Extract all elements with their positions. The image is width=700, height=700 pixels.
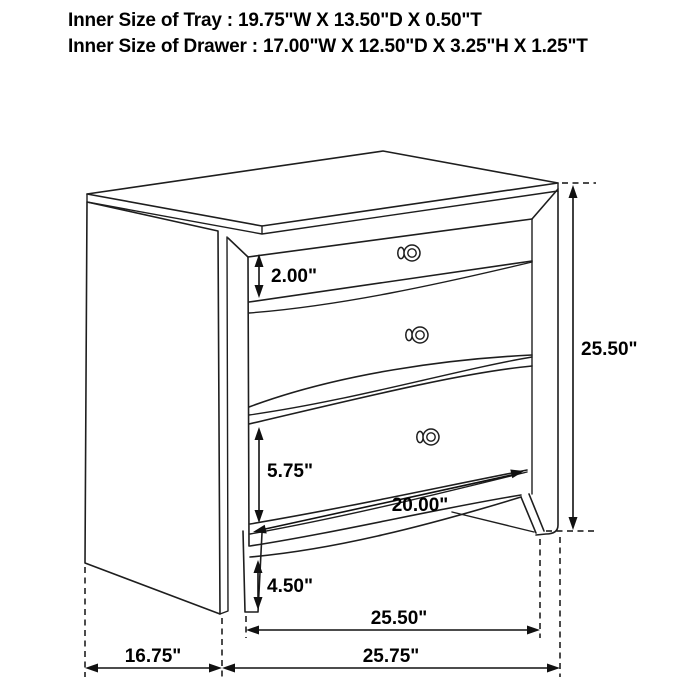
overall-width-label: 25.75" xyxy=(362,646,420,667)
foot-height-label: 4.50" xyxy=(267,576,313,597)
dimension-front-width xyxy=(246,608,540,635)
overall-height-label: 25.50" xyxy=(581,339,638,360)
dimension-side-depth xyxy=(85,646,222,673)
dimension-overall-width xyxy=(222,646,560,673)
crown-left-bevel xyxy=(228,238,248,257)
front-left-post xyxy=(220,237,228,614)
extension-lines xyxy=(85,183,596,677)
nightstand-outline xyxy=(85,151,558,614)
header-line-tray: Inner Size of Tray : 19.75"W X 13.50"D X 0.50"T xyxy=(68,10,482,31)
dimension-bottom-drawer-height xyxy=(255,427,314,523)
middle-gap-lower-curve xyxy=(249,357,532,415)
dimension-overall-height xyxy=(569,185,638,530)
apron-right-bracket xyxy=(452,512,534,532)
drawer-bottom-width-label: 20.00" xyxy=(391,495,449,516)
top-edge-band xyxy=(87,183,558,234)
right-front-leg xyxy=(521,494,544,533)
bottom-drawer-height-label: 5.75" xyxy=(267,461,313,482)
bottom-drawer-knob-icon xyxy=(417,429,439,445)
dimension-tray-height xyxy=(255,254,318,298)
dimension-foot-height xyxy=(254,560,314,610)
left-stile-edge xyxy=(248,257,249,546)
front-face-top-edge xyxy=(248,219,532,257)
bottom-drawer-top-curve xyxy=(249,366,532,424)
left-side-panel xyxy=(85,202,220,614)
header-line-drawer: Inner Size of Drawer : 17.00"W X 12.50"D X 3.25"H X 1.25"T xyxy=(68,36,588,57)
middle-drawer-bottom-curve xyxy=(249,355,532,407)
tray-height-label: 2.00" xyxy=(271,266,317,287)
right-stile-outer-edge xyxy=(536,191,558,535)
tray-knob-icon xyxy=(398,245,420,261)
front-width-label: 25.50" xyxy=(370,608,428,629)
side-depth-label: 16.75" xyxy=(124,646,182,667)
middle-drawer-knob-icon xyxy=(406,327,428,343)
